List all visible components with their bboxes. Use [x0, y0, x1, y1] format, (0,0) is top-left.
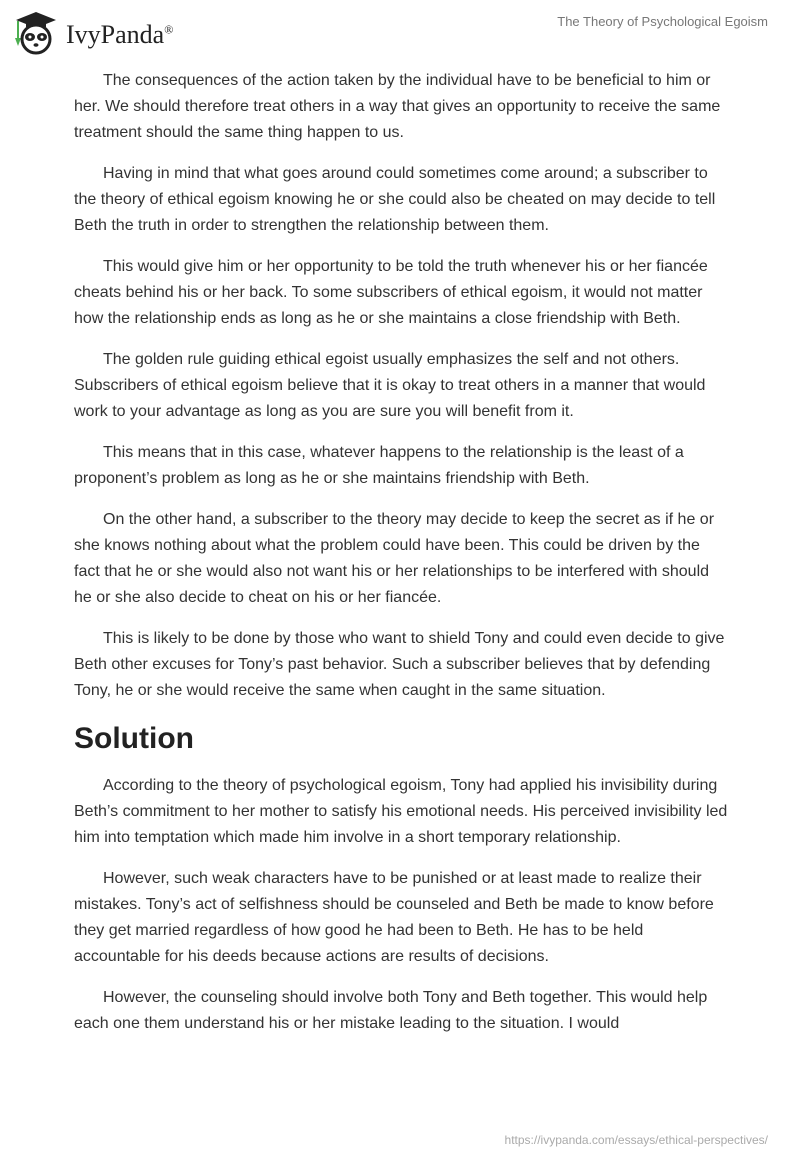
- paragraph: The golden rule guiding ethical egoist usually emphasizes the self and not others. Subscribers of ethical egoism believe that it is okay to treat others in a manner that would work to your advantage as long as you are sure you will benefit from it.: [74, 351, 706, 420]
- source-url[interactable]: https://ivypanda.com/essays/ethical-perspectives/: [504, 1133, 768, 1147]
- section-heading: Solution: [74, 722, 194, 755]
- paragraph: This would give him or her opportunity to be told the truth whenever his or her fiancée cheats behind his or her back. To some subscribers of ethical egoism, it would not matter how the relationship ends as long as he or she maintains a close friendship with Beth.: [74, 258, 708, 327]
- panda-logo-icon: [12, 8, 60, 56]
- brand-logo[interactable]: [12, 8, 173, 56]
- paragraph: Having in mind that what goes around could sometimes come around; a subscriber to the theory of ethical egoism knowing he or she could also be cheated on may decide to tell Beth the truth in order to strengthen the relationship between them.: [74, 165, 716, 234]
- document-title: The Theory of Psychological Egoism: [557, 14, 768, 29]
- paragraph: This means that in this case, whatever happens to the relationship is the least of a proponent’s problem as long as he or she maintains friendship with Beth.: [74, 444, 684, 487]
- paragraph: This is likely to be done by those who want to shield Tony and could even decide to give Beth other excuses for Tony’s past behavior. Such a subscriber believes that by defending Tony, he or she would receive the same when caught in the same situation.: [74, 630, 725, 699]
- paragraph: The consequences of the action taken by the individual have to be beneficial to him or her. We should therefore treat others in a way that gives an opportunity to receive the same treatment should the same thing happen to us.: [74, 72, 721, 141]
- paragraph: According to the theory of psychological egoism, Tony had applied his invisibility during Beth’s commitment to her mother to satisfy his emotional needs. His perceived invisibility led him into temptation which made him involve in a short temporary relationship.: [74, 777, 728, 846]
- paragraph: On the other hand, a subscriber to the theory may decide to keep the secret as if he or she knows nothing about what the problem could have been. This could be driven by the fact that he or she would also not want his or her relationships to be interfered with should he or she also decide to cheat on his or her fiancée.: [74, 511, 715, 606]
- essay-body: [74, 68, 728, 1052]
- brand-name: IvyPanda®: [66, 20, 174, 49]
- paragraph: However, the counseling should involve both Tony and Beth together. This would help each one them understand his or her mistake leading to the situation. I would: [74, 989, 708, 1032]
- paragraph: However, such weak characters have to be punished or at least made to realize their mistakes. Tony’s act of selfishness should be counseled and Beth be made to know before they get married regardless of how good he had been to Beth. He has to be held accountable for his deeds because actions are results of decisions.: [74, 870, 714, 965]
